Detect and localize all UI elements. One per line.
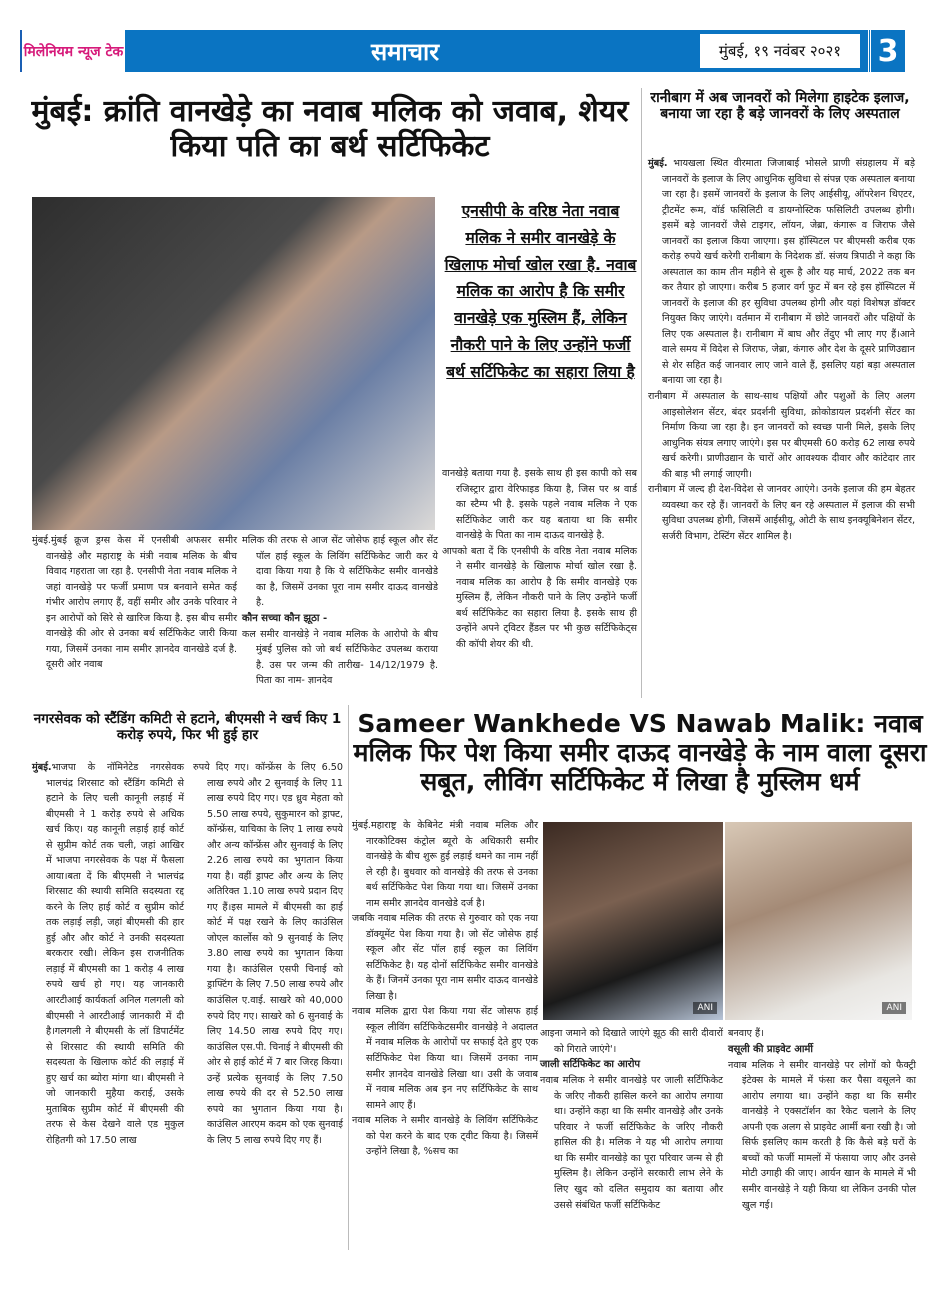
side-paragraph-1-text: भायखला स्थित वीरमाता जिजाबाई भोसले प्राणी संग्रहालय में बड़े जानवरों के इलाज के लिए आधुनिक सुविधा से संपन्न एक अस्पताल बनाया जा रहा है। इसमें जानवरों के इलाज के लिए आईसीयू, ऑपरेशन थिएटर, ट्रीटमेंट रूम, वॉर्ड फसिलिटी व डायग्नोस्टिक फसिलिटी उपलब्ध होगी। इसमें बड़े जानवरों जैसे टाइगर, लॉयन, जेब्रा, कंगारू व जिराफ जैसे जानवरों का इलाज किया जाएगा। इस हॉस्पिटल पर बीएमसी करीब एक करोड़ रुपये खर्च करेगी रानीबाग के निदेशक डॉ. संजय त्रिपाठी ने कहा कि अस्पताल का काम तीन महीने से शुरू है और यह मार्च, 2022 तक बन कर तैयार हो जाएगा। करीब 5 हजार वर्ग फुट में बन रहे इस हॉस्पिटल में जानवरों के इलाज की हर सुविधा उपलब्ध होगी और यहां विशेषज्ञ डॉक्टर नियुक्त किए जाएंगे। वर्तमान में रानीबाग में छोटे जानवरों और पक्षियों के लिए एक अस्पताल है। रानीबाग में बाघ और तेंदुए भी लाए गए हैं।आने वाले समय में विदेश से जिराफ, जेब्रा, कंगारु और देश के दूसरे प्राणिउद्यान से शेर सहित कई जानवार लाए जाने वाले हैं, इसलिए यहां बड़ा अस्पताल बनाया जा रहा है। (662, 158, 915, 387)
main-col3-paragraph-1: वानखेड़े बताया गया है. इसके साथ ही इस कापी को सब रजिस्ट्रार द्वारा वेरिफाइड किया है, जिस पर श्र वार्ड का स्टैम्प भी है. इसके पहले नवाब मलिक ने एक सर्टिफिकेट जारी कर यह बताया था कि समीर वानखेड़े के पिता का नाम दाऊद वानखेड़े है. (442, 468, 637, 542)
ani-mic-label: ANI (693, 1002, 717, 1014)
wankhede-col2-paragraph-2: नवाब मलिक ने समीर वानखेड़े पर जाली सर्टिफिकेट के जरिए नौकरी हासिल करने का आरोप लगाया था। उन्होंने कहा था कि समीर वानखेड़े और उनके परिवार ने फर्जी सर्टिफिकेट के जरिए नौकरी हासिल की है। मलिक ने यह भी आरोप लगाया था कि समीर वानखेड़े का पूरा परिवार जन्म से ही मुस्लिम है। लेकिन उन्होंने सरकारी लाभ लेने के लिए खुद को दलित समुदाय का बताया और उससे संबंधित फर्जी सर्टिफिकेट (540, 1075, 723, 1211)
side-story-body (648, 156, 915, 544)
bmc-col2-paragraph: रुपये दिए गए। कॉन्फ्रेंस के लिए 6.50 लाख रुपये और 2 सुनवाई के लिए 11 लाख रुपये दिए गए। एड ध्रुव मेहता को 5.50 लाख रुपये, सुकुमारन को ड्राफ्ट, कॉन्फ्रेंस, याचिका के लिए 1 लाख रुपये और अन्य कॉन्फ्रेंस और सुनवाई के लिए 2.26 लाख रुपये का भुगतान किया गया है। वहीं ड्राफ्ट और अन्य के लिए अतिरिक्त 1.10 लाख रुपये प्रदान दिए गए हैं।इस मामले में बीएमसी का हाई कोर्ट में पक्ष रखने के लिए काउंसिल जोएल कार्लोस को 9 सुनवाई के लिए 3.80 लाख रुपये का भुगतान किया गया है। काउंसिल एसपी चिनाई को ड्राफ्टिंग के लिए 7.50 लाख रुपये और काउंसिल ए.वाई. साखरे को 40,000 रुपये दिए गए। साखरे को 6 सुनवाई के लिए 14.50 लाख रुपये दिए गए। काउंसिल एस.पी. चिनाई ने बीएमसी की ओर से हाई कोर्ट में 7 बार जिरह किया। उन्हें प्रत्येक सुनवाई के लिए 7.50 लाख रुपये की दर से 52.50 लाख रुपये का भुगतान किया गया है। काउंसिल आरएम कदम को एक सुनवाई के लिए 5 लाख रुपये दिए गए हैं। (193, 762, 343, 1146)
main-col3-paragraph-2: आपको बता दें कि एनसीपी के वरिष्ठ नेता नवाब मलिक ने समीर वानखेड़े के खिलाफ मोर्चा खोल रखा है. नवाब मलिक का आरोप है कि समीर वानखेड़े एक मुस्लिम हैं, लेकिन नौकरी पाने के लिए उन्होंने फर्जी बर्थ सर्टिफिकेट का सहारा लिया है. इसके साथ ही उन्होंने अपने ट्विटर हैंडल पर भी कुछ सर्टिफिकेट्स की कॉपी शेयर की थी. (442, 545, 637, 650)
bmc-col1-text: भाजपा के नॉमिनेटेड नगरसेवक भालचंद्र शिरसाट को स्टैंडिंग कमिटी से हटाने के लिए चली कानूनी लड़ाई में बीएमसी ने 1 करोड़ रुपये से अधिक खर्च किए। यह कानूनी लड़ाई हाई कोर्ट से सुप्रीम कोर्ट तक चली, जहां आखिर में भाजपा नगरसेवक के पक्ष में फैसला आया।बता दें कि बीएमसी ने भालचंद्र शिरसाट की स्थायी समिति सदस्यता रद्द करने के लिए हाई कोर्ट व सुप्रीम कोर्ट तक लड़ाई लड़ी, जहां बीएमसी की हार हुई और और कोर्ट ने उनकी सदस्यता बरकरार रखी। लेकिन इस राजनीतिक लड़ाई में बीएमसी का 1 करोड़ 4 लाख रुपये खर्च हो गए। यह जानकारी आरटीआई कार्यकर्ता अनिल गलगली को बीएमसी ने आरटीआई जानकारी में दी है।गलगली ने बीएमसी के लॉ डिपार्टमेंट से शिरसाट की स्थायी समिति की सदस्यता के खिलाफ कोर्ट की लड़ाई में हुए खर्च का ब्योरा मांगा था। बीएमसी ने जो जानकारी मुहैया कराई, उसके मुताबिक सुप्रीम कोर्ट में बीएमसी की तरफ से केस देखने वाले एड मुकुल रोहितगी को 17.50 लाख (46, 762, 184, 1146)
main-col1-paragraph: मुंबई.मुंबई क्रूज ड्रग्स केस में एनसीबी अफसर समीर वानखेड़े और महाराष्ट्र के मंत्री नवाब मलिक के बीच विवाद गहराता जा रहा है. एनसीपी नेता नवाब मलिक ने जहां वानखेड़े पर फर्जी प्रमाण पत्र बनवाने समेत कई गंभीर आरोप लगाए हैं, वहीं समीर और उनके परिवार ने इन आरोपों को सिरे से खारिज किया है. इस बीच समीर वानखेड़े की ओर से उनका बर्थ सर्टिफिकेट जारी किया गया, जिसमें उनका नाम समीर ज्ञानदेव वानखेडे दर्ज है. दूसरी ओर नवाब (32, 535, 237, 671)
section-title: समाचार (370, 37, 440, 66)
side-headline: रानीबाग में अब जानवरों को मिलेगा हाइटेक इलाज, बनाया जा रहा है बड़े जानवरों के लिए अस्पताल (650, 90, 910, 123)
masthead (20, 30, 905, 72)
main-story-photo (32, 197, 435, 530)
main-col2-paragraph-1: मलिक की तरफ से आज सेंट जोसेफ हाई स्कूल और सेंट पॉल हाई स्कूल के लिविंग सर्टिफिकेट जारी कर ये दावा किया गया है कि ये सर्टिफिकेट समीर वानखेडे का है, जिसमें उनका पूरा नाम समीर दाऊद वानखेडे है. (242, 535, 438, 609)
page-number: 3 (868, 30, 905, 72)
wankhede-col1-paragraph-2: जबकि नवाब मलिक की तरफ से गुरुवार को एक नया डॉक्यूमेंट पेश किया गया है। जो सेंट जोसेफ हाई स्कूल और सेंट पॉल हाई स्कूल का लिविंग सर्टिफिकेट है। यह दोनों सर्टिफिकेट समीर वानखेडे के हैं। जिनमें उनका पूरा नाम समीर दाऊद वानखेडे लिखा है। (352, 913, 538, 1002)
column-divider (641, 88, 642, 698)
main-pullquote (443, 198, 638, 386)
side-paragraph-2: रानीबाग में अस्पताल के साथ-साथ पक्षियों और पशुओं के लिए अलग आइसोलेशन सेंटर, बंदर प्रदर्शनी सुविधा, क्रोकोडायल प्रदर्शनी सेंटर का निर्माण किया जा रहा है। इन जानवरों को स्वच्छ पानी मिले, इसके लिए आधुनिक संयत्र लगाए जाएंगे। इस पर बीएमसी 60 करोड़ 62 लाख रुपये खर्च करेगी। प्राणीउद्यान के चारों ओर आवश्यक दीवार और कांटेदार तार की बाड़ भी लगाई जाएगी। (648, 390, 915, 480)
side-dateline: मुंबई. (648, 158, 668, 169)
bmc-story-col2 (193, 760, 343, 1148)
wankhede-headline: Sameer Wankhede VS Nawab Malik: नवाब मलिक फिर पेश किया समीर दाऊद वानखेड़े के नाम वाला दूसरा सबूत, लीविंग सर्टिफिकेट में लिखा है मुस्लिम धर्म (353, 709, 927, 796)
wankhede-col1-paragraph-3: नवाब मलिक द्वारा पेश किया गया सेंट जोसफ हाई स्कूल लीविंग सर्टिफिकेटसमीर वानखेड़े ने अदालत में नवाब मलिक के आरोपों पर सफाई देते हुए एक सर्टिफिकेट पेश किया था। जिसमें उनका नाम समीर ज्ञानदेव वानखेडे लिखा था। उसी के जवाब में नवाब मलिक अब इन नए सर्टिफिकेट के साथ सामने आए हैं। (352, 1006, 538, 1111)
main-headline: मुंबई: क्रांति वानखेड़े का नवाब मलिक को जवाब, शेयर किया पति का बर्थ सर्टिफिकेट (31, 94, 629, 164)
main-col2-paragraph-2: कल समीर वानखेड़े ने नवाब मलिक के आरोपो के बीच मुंबई पुलिस को जो बर्थ सर्टिफिकेट उपलब्ध कराया है. उस पर जन्म की तारीख- 14/12/1979 है. पिता का नाम- ज्ञानदेव (242, 628, 438, 687)
wankhede-col1-paragraph-1: मुंबई.महाराष्ट्र के केबिनेट मंत्री नवाब मलिक और नारकोटिक्स कंट्रोल ब्यूरो के अधिकारी समीर वानखेड़े के बीच शुरू हुई लड़ाई थमने का नाम नहीं ले रही है। बुधवार को वानखेड़े की तरफ से उनका बर्थ सर्टिफिकेट पेश किया गया था। जिसमें उनका नाम समीर ज्ञानदेव वानखेडे दर्ज है। (352, 820, 538, 909)
side-paragraph-1 (648, 156, 915, 389)
wankhede-col2-paragraph-1: आइना जमाने को दिखाते जाएंगे झूठ की सारी दीवारों को गिराते जाएंगे'। (540, 1028, 723, 1055)
side-paragraph-3: रानीबाग में जल्द ही देश-विदेश से जानवर आएंगे। उनके इलाज की हम बेहतर व्यवस्था कर रहे हैं। जानवरों के लिए बन रहे अस्पताल में इलाज की सभी सुविधा उपलब्ध होगी, जिसमें आईसीयू, ओटी के साथ इनक्यूबिनेशन सेंटर, सर्जरी विभाग, टेस्टिंग सेंटर शामिल है। (648, 484, 915, 542)
wankhede-col3-paragraph-2: नवाब मलिक ने समीर वानखेड़े पर लोगों को फैक्ट्री इंटेक्स के मामले में फंसा कर पैसा वसूलने का आरोप लगाया था। उन्होंने कहा था कि समीर वानखेड़े ने एक्सटॉर्शन का रैकेट चलाने के लिए अपनी एक अलग से प्राइवेट आर्मी बना रखी है। जो सिर्फ इसलिए काम करती है कि कैसे बड़े घरों के बच्चों को फर्जी मामलों में फंसाया जाए और उनसे मोटी उगाही की जाए। आर्यन खान के मामले में भी समीर वानखेड़े ने यही किया था लेकिन उनकी पोल खुल गई। (728, 1059, 916, 1211)
section-bar (125, 30, 905, 72)
wankhede-col3-subheading: वसूली की प्राइवेट आर्मी (728, 1043, 813, 1055)
wankhede-story-col1 (352, 818, 538, 1160)
pullquote-text: एनसीपी के वरिष्ठ नेता नवाब मलिक ने समीर वानखेड़े के खिलाफ मोर्चा खोल रखा है. नवाब मलिक का आरोप है कि समीर वानखेड़े एक मुस्लिम हैं, लेकिन नौकरी पाने के लिए उन्होंने फर्जी बर्थ सर्टिफिकेट का सहारा लिया है (444, 202, 637, 381)
ani-mic-label: ANI (882, 1002, 906, 1014)
main-story-col3 (442, 466, 637, 652)
wankhede-story-col3 (728, 1026, 916, 1213)
wankhede-col2-subheading: जाली सर्टिफिकेट का आरोप (540, 1059, 641, 1071)
wankhede-col1-paragraph-4: नवाब मलिक ने समीर वानखेड़े के लिविंग सर्टिफिकेट को पेश करने के बाद एक ट्वीट किया है। जिसमें उन्होंने लिखा है, %सच का (352, 1115, 538, 1158)
column-divider (348, 705, 349, 1250)
wankhede-story-col2 (540, 1026, 723, 1213)
dateline: मुंबई, १९ नवंबर २०२१ (700, 34, 860, 68)
main-story-col2 (242, 533, 438, 689)
bmc-story-col1 (32, 760, 184, 1148)
brand-logo: मिलेनियम न्यूज टेक (20, 30, 125, 72)
photo-nawab-malik (725, 822, 912, 1020)
bmc-headline: नगरसेवक को स्टैंडिंग कमिटी से हटाने, बीएमसी ने खर्च किए 1 करोड़ रुपये, फिर भी हुई हार (33, 711, 342, 743)
photo-sameer-wankhede (543, 822, 723, 1020)
wankhede-col3-paragraph-1: बनवाए हैं। (728, 1028, 764, 1039)
bmc-dateline: मुंबई. (32, 762, 52, 773)
bmc-col1-paragraph (32, 760, 184, 1148)
main-col2-subheading: कौन सच्चा कौन झूठा - (242, 612, 328, 624)
main-story-col1 (32, 533, 237, 673)
